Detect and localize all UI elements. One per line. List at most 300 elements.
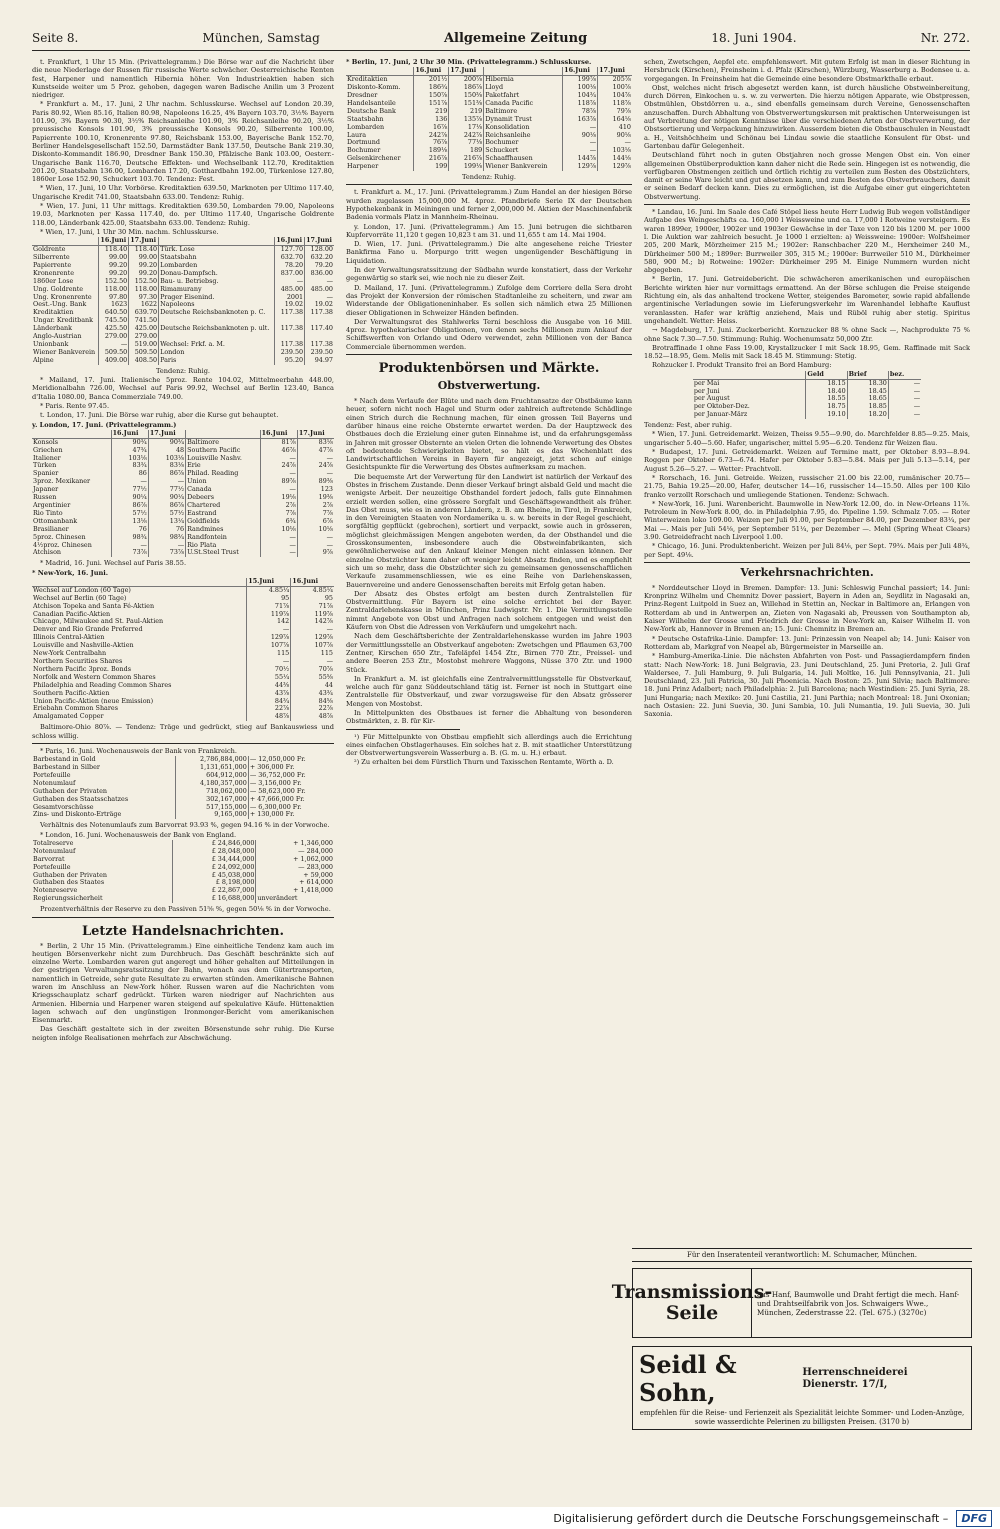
table-cell: 128.00 (305, 246, 334, 254)
table-cell: 78⅞ (563, 108, 598, 116)
table-cell: 2⅞ (260, 502, 297, 510)
table-cell: 186¾ (414, 84, 449, 92)
table-cell: 76 (111, 526, 148, 534)
footnote-divider (346, 729, 460, 730)
table-cell: per Januar-März (693, 410, 748, 419)
table-cell: Lombarden (159, 262, 275, 270)
table-cell: 18.55 (806, 395, 847, 403)
table-cell: 43⅞ (247, 690, 291, 698)
table-cell: 152.50 (129, 278, 159, 286)
table-cell: Bochumer (484, 139, 563, 147)
table-cell: — (148, 542, 185, 550)
table-cell: 9,165,000 (175, 811, 248, 819)
column-2 (346, 58, 632, 1498)
table-cell: — (563, 124, 598, 132)
issue-number: Nr. 272. (920, 31, 970, 45)
table-cell: 189⅛ (414, 147, 449, 155)
table-cell: 84⅝ (291, 698, 334, 706)
table-cell: Guthaben des Staatsschatzes (33, 794, 129, 803)
table-bank-frankreich (32, 756, 334, 819)
table-cell: Türken (33, 461, 57, 470)
table-cell: Rio Plata (186, 542, 261, 550)
table-cell: 7⅞ (297, 510, 334, 518)
table-cell: Northern Securities Shares (33, 656, 123, 665)
article-london-heading: y. London, 17. Juni. (Privattelegramm.) (32, 420, 177, 429)
table-cell: 107⅞ (291, 642, 334, 650)
table-cell: Kreditaktien (347, 75, 388, 84)
table-cell: 90¾ (148, 438, 185, 446)
article-budapest: * Budapest, 17. Juni. Getreidemarkt. Weizen auf Termine matt, per Oktober 8.93—8.94. Roggen per Oktober 6.73—6.74. Hafer per Oktober 5.83—5.84. Mais per Juli 5.13—5.14, per August 5.26—5.27. — Wetter: Prachtvoll. (644, 448, 970, 473)
article-london-kupfer: y. London, 17. Juni. (Privattelegramm.) Am 15. Juni betrugen die sichtbaren Kupfervorräte 11,120 t gegen 10,823 t am 31. und 11,655 t am 14. Mai 1904. (346, 222, 632, 239)
page-header (32, 28, 970, 51)
table-cell: Kronenrente (33, 268, 74, 277)
table-cell: 129⅞ (291, 634, 334, 642)
table-row (32, 811, 334, 819)
table-cell: 117.38 (275, 341, 305, 349)
table-cell: 57½ (148, 510, 185, 518)
article-london-bank: * London, 16. Juni. Wochenausweis der Bank von England. (40, 830, 237, 839)
article-wien-fano: D. Wien, 17. Juni. (Privattelegramm.) Die alte angesehene reiche Triester Bankfirma Fano u. Morpurgo tritt wegen ungenügender Beschäftigung in Liquidation. (346, 240, 632, 265)
table-cell: 836.00 (305, 270, 334, 278)
table-cell: 216⅞ (449, 155, 484, 163)
table-cell: 509.50 (129, 349, 159, 357)
table-cell: Ungar. Kreditbank (33, 316, 94, 325)
table-cell: 104¾ (563, 92, 598, 100)
article-frankfurt-1: t. Frankfurt, 1 Uhr 15 Min. (Privattelegramm.) Die Börse war auf die Nachricht über die neue Niederlage der Russen für russische Werte schwächer. Oesterreichische Renten fest, Harpener und namentlich Hibernia höher. Von Industrieaktien haben sich Kunstseide weiter um 5 Proz. gehoben, dagegen waren Badische Anilin um 3 Prozent niedriger. (32, 58, 334, 100)
table-cell: Canada (186, 486, 261, 494)
section-produktenboersen: Produktenbörsen und Märkte. (378, 361, 600, 377)
table-cell: Alpine (33, 355, 54, 364)
table-cell: 4,180,357,000 (175, 780, 248, 788)
table-cell: 117.38 (275, 309, 305, 317)
table-cell: Denver and Rio Grande Preferred (33, 625, 143, 634)
table-cell: 98¾ (148, 534, 185, 542)
table-cell: 164⅛ (598, 116, 632, 124)
table-cell: Staatsbahn (347, 114, 384, 123)
table-cell: Rimamurany (159, 286, 275, 294)
table-london (32, 430, 334, 558)
table-cell: Unionbank (33, 340, 69, 349)
table-row (693, 371, 921, 379)
table-cell: Türk. Lose (159, 246, 275, 254)
table-cell: 144⅛ (598, 155, 632, 163)
article-madrid: * Madrid, 16. Juni. Wechsel auf Paris 38.55. (40, 559, 187, 568)
table-cell: 152.50 (99, 278, 129, 286)
table-cell: Ung. Goldrente (33, 284, 84, 293)
table-cell: 95 (247, 595, 291, 603)
table-cell: 95.20 (275, 357, 305, 365)
table-cell: 640.50 (99, 309, 129, 317)
table-cell: 99.20 (99, 262, 129, 270)
table-cell: 16.Juni (275, 237, 305, 245)
table-cell: Donau-Dampfsch. (159, 270, 275, 278)
table-cell: 17.Juni (129, 237, 159, 245)
table-cell: + 306,000 Fr. (248, 764, 334, 772)
table-cell: 19⅛ (260, 494, 297, 502)
table-cell: Brasilianer (33, 524, 69, 533)
article-chicago: * Chicago, 16. Juni. Produktenbericht. Weizen per Juli 84⅛, per Sept. 79¾. Mais per Juli 48¾, per Sept. 49⅛. (644, 542, 970, 559)
article-obst-1: * Nach dem Verlaufe der Blüte und nach dem Fruchtansatze der Obstbäume kann heuer, sofern nicht noch Hagel und Sturm oder zahlreich auftretende Schädlinge einen Strich durch die Rechnung machen, für einen grossen Teil Bayerns und darüber hinaus eine reiche Obsternte erwartet werden. Da der Hauptzweck des Obstbaues doch die Erzielung einer guten Einnahme ist, und da erfahrungsgemäss in Jahren mit grosser Obsternte an vielen Orten die lohnende Verwertung des Obstes oft bedeutende Schwierigkeiten bietet, so hält es das Wochenblatt des Landwirtschaftlichen Vereins in Bayern für angezeigt, jetzt schon auf einige Gesichtspunkte für die Verwertung des Obstes aufmerksam zu machen. (346, 397, 632, 472)
tendenz-zucker: Tendenz: Fest, aber ruhig. (644, 421, 732, 430)
table-cell: Regierungssicherheit (33, 894, 103, 903)
table-row (32, 879, 334, 887)
table-cell: 97.30 (129, 294, 159, 302)
table-cell: 163⅞ (563, 116, 598, 124)
table-cell: — (260, 486, 297, 494)
table-cell: Konsolidation (484, 124, 563, 132)
table-cell: Silberrente (33, 253, 70, 262)
table-cell: 279.00 (129, 333, 159, 341)
table-cell: 219 (449, 108, 484, 116)
table-cell: — 3,156,000 Fr. (248, 780, 334, 788)
table-cell: 2,786,884,000 (175, 756, 248, 764)
table-cell: 3proz. Mexikaner (33, 477, 91, 486)
table-cell: 70½ (247, 666, 291, 674)
table-cell: Diskonto-Komm. (347, 83, 401, 92)
table-cell: Debeers (186, 494, 261, 502)
table-cell: 2⅞ (297, 502, 334, 510)
table-cell: Ottomanbank (33, 516, 78, 525)
table-cell: 99.00 (99, 254, 129, 262)
table-cell: 6¾ (260, 518, 297, 526)
table-cell: — (260, 470, 297, 478)
table-cell: Wechsel auf Berlin (60 Tage) (33, 593, 127, 602)
table-cell: Länderbank (33, 324, 72, 333)
table-cell: Dortmund (347, 138, 380, 147)
table-cell: Notenumlauf (33, 778, 76, 787)
table-cell: 425.50 (99, 325, 129, 333)
table-cell: Canada Pacific (484, 100, 563, 108)
table-cell: 103⅛ (111, 455, 148, 463)
table-cell: — (598, 139, 632, 147)
table-cell: 151⅜ (449, 100, 484, 108)
table-cell: 55¼ (247, 674, 291, 682)
article-obst-cont-3: Deutschland führt noch in guten Obstjahren noch grosse Mengen Obst ein. Von einer allgemeinen Obstüberproduktion kann daher nicht die Rede sein. Hingegen ist es notwendig, die verfügbaren Obstmengen zeitlich und örtlich richtig zu verteilen zum Besten des Obstzüchters, damit er seine Ware leicht und gut absetzen kann, und zum Besten des Obstverbrauchers, damit er seinen Bedarf decken kann. Dies zu ermöglichen, ist die Aufgabe einer gut eingerichteten Obstverwertung. (644, 151, 970, 201)
table-cell: 129⅞ (247, 634, 291, 642)
table-cell: 142⅞ (291, 618, 334, 626)
table-cell: £ 24,846,000 (172, 840, 256, 848)
table-cell: 99.20 (129, 270, 159, 278)
table-cell: £ 8,198,000 (172, 879, 256, 887)
table-cell: Portefeuille (33, 862, 71, 871)
table-cell: unverändert (256, 895, 334, 903)
table-cell: 119⅞ (247, 611, 291, 619)
table-row (32, 856, 334, 864)
table-cell: 77½ (148, 486, 185, 494)
table-cell: 16.Juni (291, 578, 334, 586)
table-cell: 279.00 (99, 333, 129, 341)
table-cell: Atchison Topeka and Santa Fé-Aktien (33, 601, 155, 610)
table-cell: Laura (347, 130, 367, 139)
table-cell: 99.20 (129, 262, 159, 270)
table-cell: 127.70 (275, 246, 305, 254)
table-cell: Papierrente (33, 260, 72, 269)
table-cell: £ 16,688,000 (172, 895, 256, 903)
table-cell: — (888, 379, 921, 387)
table-cell: 117.38 (275, 325, 305, 333)
table-cell: Harpener (347, 162, 379, 171)
table-cell: 118.00 (99, 286, 129, 294)
table-cell (693, 371, 806, 379)
table-cell: 1622 (129, 301, 159, 309)
table-cell: Louisville Nashv. (186, 455, 261, 463)
table-cell: 76 (148, 526, 185, 534)
table-cell: Handelsanteile (347, 98, 396, 107)
table-cell: 10⅛ (297, 526, 334, 534)
table-cell: 2001 (275, 294, 305, 302)
article-frankfurt-zulassung: t. Frankfurt a. M., 17. Juni. (Privattelegramm.) Zum Handel an der hiesigen Börse wurden zugelassen 15,000,000 M. 4proz. Pfandbriefe Serie IX der Deutschen Hypothekenbank in Meiningen und ferner 2,000,000 M. Aktien der Maschinenfabrik Badenia vormals Platz in Mannheim-Rheinau. (346, 188, 632, 222)
table-cell: 103⅛ (148, 455, 185, 463)
article-suedbahn: In der Verwaltungsratssitzung der Südbahn wurde konstatiert, dass der Verkehr gegenwärtig so stark sei, wie noch nie zu dieser Zeit. (346, 266, 632, 283)
table-cell: Griechen (33, 445, 63, 454)
table-cell: Wechsel: Frkf. a. M. (159, 341, 275, 349)
table-cell: 16⅞ (414, 124, 449, 132)
table-cell: — (888, 411, 921, 419)
table-cell: — (247, 658, 291, 666)
article-mailand-konversion: D. Mailand, 17. Juni. (Privattelegramm.) Zufolge dem Corriere della Sera droht das Projekt der Konversion der römischen Stadtanleihe zu scheitern, und zwar am Widerstande der Obligationeninhaber. Es sollen sich nämlich etwa 25 Millionen dieser Obligationen in Schweizer Händen befinden. (346, 283, 632, 317)
table-cell: Illinois Central-Aktien (33, 633, 105, 642)
table-cell: 77⅛ (449, 139, 484, 147)
article-magdeburg-3: Rohzucker I. Produkt Transito frei an Bord Hamburg: (652, 361, 832, 370)
table-cell: Italiener (33, 453, 61, 462)
digitization-footer (0, 1507, 1000, 1529)
table-cell: Rio Tinto (33, 508, 63, 517)
table-cell: Northern Pacific 3proz. Bonds (33, 664, 131, 673)
table-cell: — 6,300,000 Fr. (248, 804, 334, 812)
table-cell: Guthaben des Staates (33, 878, 105, 887)
table-cell: 10⅛ (260, 526, 297, 534)
table-wien (32, 237, 334, 365)
table-cell: 17.Juni (148, 430, 185, 438)
section-letzte-handelsnachrichten: Letzte Handelsnachrichten. (81, 923, 285, 939)
table-cell: Napoleons (159, 301, 275, 309)
table-cell: 98¾ (111, 534, 148, 542)
table-cell: 24⅞ (297, 462, 334, 470)
ad-transmissions-title: Transmissions-Seile (633, 1269, 752, 1337)
table-cell: 15.Juni (247, 578, 291, 586)
article-rorschach: * Rorschach, 16. Juni. Getreide. Weizen, russischer 21.00 bis 22.00, rumänischer 20.75—21.75, Bahia 19.25—20.00, Hafer, deutscher 14—16, russischer 14—15.50. Alles per 100 Kilo franko verzollt Rorschach und umliegende Stationen. Tendenz: Schwach. (644, 473, 970, 499)
table-cell: 47⅞ (297, 447, 334, 455)
table-cell: Kreditaktien (33, 308, 74, 317)
table-cell: £ 34,444,000 (172, 856, 256, 864)
table-cell: — (291, 626, 334, 634)
table-cell: 409.00 (99, 357, 129, 365)
table-cell: 86⅞ (148, 470, 185, 478)
table-cell: 71⅞ (247, 603, 291, 611)
table-cell: 90⅛ (563, 132, 598, 140)
section-verkehrsnachrichten: Verkehrsnachrichten. (740, 565, 874, 579)
table-cell: 119⅞ (291, 611, 334, 619)
article-magdeburg-2: Brotraffinade I ohne Fass 19.00, Krystallzucker I mit Sack 18.95, Gem. Raffinade mit Sack 18.52—18.95, Gem. Melis mit Sack 18.45 M. Stimmung: Stetig. (644, 343, 970, 361)
table-cell: Lombarden (347, 122, 385, 131)
table-cell: 425.00 (129, 325, 159, 333)
article-wien-vorboerse: * Wien, 17. Juni, 10 Uhr. Vorbörse. Kreditaktien 639.50, Marknoten per Ultimo 117.40, Ungarische Kredit 741.00, Staatsbahn 633.00. Tendenz: Ruhig. (32, 184, 334, 201)
article-london-prozent: Prozentverhältnis der Reserve zu den Passiven 51⅝ %, gegen 50⅛ % in der Vorwoche. (40, 905, 331, 914)
table-cell: 16.Juni (111, 430, 148, 438)
table-cell: 837.00 (275, 270, 305, 278)
table-cell: Hibernia (484, 76, 563, 84)
table-cell: Anglo-Austrian (33, 332, 82, 341)
table-cell: 517,155,000 (175, 804, 248, 812)
article-lloyd: * Norddeutscher Lloyd in Bremen. Dampfer: 13. Juni: Schleswig Funchal passiert; 14. Juni: Kronprinz Wilhelm und Chemnitz Dover passiert, Bayern in Aden an, Seydlitz in Nagasaki an, Prinz-Regent Luitpold in Suez an, Willehad in Stettin an, Neckar in Baltimore an, Erlangen von Rotterdam ab und in Antwerpen an, Zieten von Nagasaki ab, Preussen von Southampton ab, Kaiser Wilhelm der Grosse und Friedrich der Grosse in New-York an, Kaiser Wilhelm II. von New-York ab, Hannover in Bremen an; 15. Juni: Chemnitz in Bremen an. (644, 583, 970, 634)
table-cell: 117.38 (305, 309, 334, 317)
table-cell: 118⅞ (598, 100, 632, 108)
table-cell: 99.20 (99, 270, 129, 278)
table-cell: — (563, 147, 598, 155)
table-cell: 9⅞ (297, 549, 334, 557)
table-cell: Russen (33, 493, 57, 502)
table-cell: Ung. Kronenrente (33, 292, 92, 301)
table-cell: — (111, 542, 148, 550)
divider (644, 562, 970, 563)
tendenz-berlin: Tendenz: Ruhig. (461, 173, 517, 182)
table-cell: — 12,050,000 Fr. (248, 756, 334, 764)
table-cell: 16.Juni (260, 430, 297, 438)
table-cell: Wiener Bankverein (33, 347, 96, 356)
table-cell: — (297, 542, 334, 550)
table-cell: London (159, 349, 275, 357)
table-cell: Dresdner (347, 91, 378, 100)
table-cell: 18.40 (806, 388, 847, 396)
table-cell: 22⅞ (291, 705, 334, 713)
article-mailand: * Mailand, 17. Juni. Italienische 5proz. Rente 104.02, Mittelmeerbahn 448.00, Meridionalbahn 726.00, Wechsel auf Paris 99.92, Wechsel auf Berlin 123.40, Banca d'Italia 1080.00, Banca Commerziale 749.00. (32, 376, 334, 401)
table-cell: Baltimore (484, 108, 563, 116)
table-cell: 100⅞ (598, 84, 632, 92)
article-berlin-schluss: * Berlin, 17. Juni, 2 Uhr 30 Min. (Privattelegramm.) Schlusskurse. (346, 58, 592, 66)
table-cell: Canadian Pacific-Aktien (33, 609, 111, 618)
table-cell: Notenreserve (33, 886, 78, 895)
article-wien-schluss: * Wien, 17. Juni, 1 Uhr 30 Min. nachm. Schlusskurse. (40, 227, 219, 236)
table-cell: 103⅛ (598, 147, 632, 155)
table-cell: 84¾ (247, 698, 291, 706)
table-cell: 741.50 (129, 317, 159, 325)
table-cell: 4.85¼ (247, 586, 291, 594)
table-cell: Union Pacific-Aktien (neue Emission) (33, 696, 154, 705)
table-cell: 129⅞ (598, 163, 632, 171)
table-cell: 18.75 (806, 403, 847, 411)
table-cell: per Oktober-Dez. (693, 402, 750, 411)
table-cell: — (275, 278, 305, 286)
table-cell: 43¾ (291, 690, 334, 698)
section-obstverwertung: Obstverwertung. (437, 379, 541, 393)
table-cell: Eriebahn Common Shares (33, 704, 118, 713)
table-cell: 118.40 (99, 246, 129, 254)
table-cell: 135⅞ (449, 116, 484, 124)
table-cell: 47¾ (111, 447, 148, 455)
table-cell: 86⅞ (148, 502, 185, 510)
table-cell: 216⅞ (414, 155, 449, 163)
table-bank-england (32, 840, 334, 903)
table-cell: 83¾ (111, 462, 148, 470)
table-cell: Spanier (33, 469, 59, 478)
table-cell: 55⅝ (291, 674, 334, 682)
article-obst-6: In Mittelpunkten des Obstbaues ist ferner die Abhaltung von besonderen Obstmärkten, z. B. für Kir- (346, 709, 632, 726)
table-cell: 100⅛ (563, 84, 598, 92)
table-row (693, 411, 921, 419)
page-number: Seite 8. (32, 31, 79, 45)
table-cell: 90¼ (148, 494, 185, 502)
table-cell: 57½ (111, 510, 148, 518)
table-cell: Goldfields (186, 518, 261, 526)
table-cell: 205⅞ (598, 76, 632, 84)
article-obst-3: Der Absatz des Obstes erfolgt am besten durch Zentralstellen für Obstvermittlung. Für Bayern ist eine solche errichtet bei der Bayer. Zentraldarlehenskasse in München, Prinz Ludwigstr. Nr. 1. Die Vermittlungsstelle nimmt Angebote von Obst und Anfragen nach solchem entgegen und weist den Käufern von Obst die Adressen von Verkäufern und umgekehrt nach. (346, 589, 632, 632)
table-cell: 22⅞ (247, 705, 291, 713)
table-cell: — 36,752,000 Fr. (248, 772, 334, 780)
table-cell: £ 45,038,000 (172, 872, 256, 880)
table-cell: 18.30 (847, 379, 888, 387)
table-cell: — (260, 549, 297, 557)
table-cell: 97.80 (99, 294, 129, 302)
table-cell: 219 (414, 108, 449, 116)
table-cell: 77½ (111, 486, 148, 494)
table-cell: — (888, 403, 921, 411)
table-cell: Guthaben der Privaten (33, 870, 107, 879)
table-cell: 1860er Lose (33, 276, 74, 285)
table-cell: £ 28,048,000 (172, 848, 256, 856)
table-cell: 81⅞ (260, 438, 297, 446)
table-cell: Totalreserve (33, 838, 74, 847)
table-cell: U.St.Steel Trust (186, 549, 261, 557)
article-obst-2: Die bequemste Art der Verwertung für den Landwirt ist natürlich der Verkauf des Obstes in frischem Zustande. Denn dieser Verkauf bringt alsbald Geld und macht die wenigste Arbeit. Der neuzeitige Obsthandel fordert jedoch, falls gute Einnahmen erzielt werden sollen, eine grössere Sorgfalt und Geschäftsgewandtheit als früher. Das Obst muss, wie es in anderen Ländern, z. B. am Rheine, in Tirol, in Frankreich, in den Vereinigten Staaten von Nordamerika u. s. w. bereits in der Regel geschieht, sorgfältig gepflückt (gebrochen), sortiert und verpackt, sowie auch in grösseren, möglichst gleichmässigen Mengen angeboten werden, da der Obsthandel und die Grosskonsumenten, insbesondere auch die Obstweinfabrikanten, sich gewöhnlicherweise auf den Ankauf kleiner Mengen nicht einlassen können. Der einzelne Obstzüchter kann daher oft weniger leicht Absatz finden, und es empfiehlt sich um so mehr, dass die Obstzüchter sich zu gemeinsamen genossenschaftlichen Verkaufe zusammenschliessen, wie es eine Reihe von Darlehenskassen, Bauernvereine und andere Genossenschaften bereits mit Erfolg getan haben. (346, 472, 632, 589)
table-cell: 19.02 (305, 301, 334, 309)
table-cell: 5proz. Chinesen (33, 532, 86, 541)
ad-seidl-text: empfehlen für die Reise- und Ferienzeit als Spezialität leichte Sommer- und Loden-Anzüge, sowie wasserdichte Pelerinen zu billigsten Preisen. (3170 b) (639, 1409, 965, 1426)
article-london-boerse: t. London, 17. Juni. Die Börse war ruhig, aber die Kurse gut behauptet. (40, 411, 279, 420)
table-cell: 200⅞ (449, 76, 484, 84)
ad-seidl-sohn (632, 1346, 972, 1430)
article-berlin-1: * Berlin, 2 Uhr 15 Min. (Privattelegramm.) Eine einheitliche Tendenz kam auch im heutigen Börsenverkehr nicht zum Durchbruch. Das Geschäft beschränkte sich auf einzelne Werte. Lombarden waren gut angeregt und höher gehalten auf Mitteilungen in der gestrigen Verwaltungsratssitzung der Bahn, wonach aus dem Gütertransporten, namentlich in Getreide, sehr gute Resultate zu erwarten stünden. Amerikanische Bahnen waren im Anschluss an New-York höher. Russen waren auf die Nachrichten vom Kriegsschauplatz scharf gedrückt. Türken waren niedriger auf Nachrichten aus Armenien. Hibernia und Harpener waren steigend auf spekulative Käufe. Hüttenaktien lagen schwach auf den ungünstigen Ironmonger-Bericht vom amerikanischen Eisenmarkt. (32, 941, 334, 1025)
table-cell: 78.20 (275, 262, 305, 270)
table-cell: 17.Juni (305, 237, 334, 245)
table-cell: Louisville and Nashville-Aktien (33, 641, 134, 650)
table-cell: 115 (291, 650, 334, 658)
table-cell: + 47,666,000 Fr. (248, 796, 334, 804)
table-cell: Chicago, Milwaukee and St. Paul-Aktien (33, 617, 164, 626)
table-cell: Southern Pacific-Aktien (33, 688, 110, 697)
article-landau: * Landau, 16. Juni. Im Saale des Café Stöpel liess heute Herr Ludwig Bub wegen vollständiger Aufgabe des Weingeschäfts ca. 160,000 l Weissweine und ca. 17,000 l Rotweine versteigern. Es waren 1899er, 1900er, 1902er und 1903er Gewächse in der Taxe von 120 bis 1200 M. per 1000 l. Die Auktion war zahlreich besucht. Je 1000 l erzielten: a) Weissweine: 1900er: Wolfsheimer 205, 200 Mark, Mörzheimer 215 M.; 1902er: Ranschbacher 220 M., Herxheimer 240 M., Dürkheimer 500 M.; 1899er: Burrweiler 305, 315 M.; 1900er: Burrweiler 510 M., Dürkheimer 580, 900 M.; b) Rotweine: 1902er: Dürkheimer 295 M. Einige Nummern wurden nicht abgegeben. (644, 208, 970, 275)
table-cell: 86⅞ (111, 502, 148, 510)
table-cell: Randfontein (186, 534, 261, 542)
table-cell: 239.50 (275, 349, 305, 357)
table-cell: 46⅞ (260, 447, 297, 455)
table-cell: 186⅞ (449, 84, 484, 92)
table-cell: Gesamtvorschüsse (33, 802, 94, 811)
table-cell: — (291, 658, 334, 666)
table-cell: per August (693, 394, 730, 403)
table-row (32, 840, 334, 848)
table-cell: 89⅜ (297, 478, 334, 486)
tendenz-wien: Tendenz: Ruhig. (155, 366, 211, 375)
table-cell: — (297, 455, 334, 463)
article-newyork-heading: * New-York, 16. Juni. (32, 568, 109, 577)
table-cell: 71⅞ (291, 603, 334, 611)
table-cell: Barvorrat (33, 854, 65, 863)
table-cell: — 284,000 (256, 848, 334, 856)
table-cell: + 1,418,000 (256, 887, 334, 895)
table-cell: Atchison (33, 548, 62, 557)
table-cell: 4.85¼ (291, 586, 334, 594)
table-cell: 136 (414, 116, 449, 124)
table-cell: 19.02 (275, 301, 305, 309)
table-cell: — 58,623,000 Fr. (248, 788, 334, 796)
table-cell: 19.10 (806, 411, 847, 419)
table-cell: 73⅞ (111, 549, 148, 557)
table-row (32, 895, 334, 903)
table-cell: 95 (291, 595, 334, 603)
table-cell: 16.Juni (414, 67, 449, 75)
table-cell: 151⅞ (414, 100, 449, 108)
footnote-1: ¹) Für Mittelpunkte von Obstbau empfiehlt sich allerdings auch die Errichtung eines einfachen Obstlagerhauses. Ein solches hat z. B. mit staatlicher Unterstützung der Obstverwertungsverein Wasserburg a. B. (G. m. u. H.) erbaut. (346, 732, 632, 758)
